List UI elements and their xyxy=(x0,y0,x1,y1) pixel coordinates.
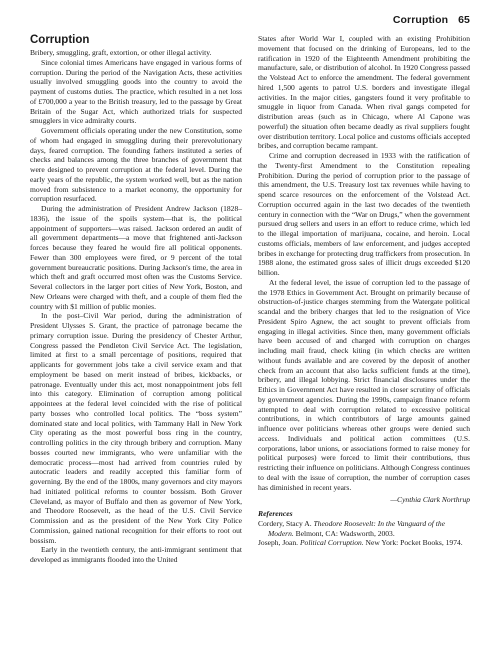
body-paragraph: Early in the twentieth century, the anti-immigrant sentiment that developed as immigrants flooded into the United xyxy=(30,545,242,564)
author-signature: —Cynthia Clark Northrup xyxy=(390,495,470,505)
body-paragraph: Crime and corruption decreased in 1933 with the ratification of the Twenty-first Amendment to the Constitution repealing Prohibition. During the period of corruption prior to the passage of this amendment, the U.S. Treasury lost tax revenues while having to spend scarce resources on the enforcement of the Volstead Act. Corruption occurred again in the last two decades of the twentieth century in connection with the “War on Drugs,” when the government pursued drug sellers and users in an effort to reduce crime, which led to the illegal importation of marijuana, cocaine, and heroin. Local customs officials, members of law enforcement, and judges accepted bribes in exchange for protecting drug traffickers from prosecution. In 1988 alone, the estimated gross sales of illicit drugs exceeded $120 billion. xyxy=(258,151,470,277)
references-heading: References xyxy=(258,509,293,518)
reference-publisher: Belmont, CA: Wadsworth, 2003. xyxy=(293,528,395,538)
reference-author: Joseph, Joan. xyxy=(258,538,300,548)
left-column xyxy=(30,34,242,565)
definition-paragraph: Bribery, smuggling, graft, extortion, or other illegal activity. xyxy=(30,48,212,57)
reference-item xyxy=(258,519,470,539)
body-paragraph: During the administration of President Andrew Jackson (1828–1836), the issue of the spoils system—that is, the political appointment of supporters—was raised. Jackson ordered an audit of all government departments—a move that frightened anti-Jackson forces because they feared he would fire all political opponents. Fewer than 300 employees were fired, or 9 percent of the total government bureaucratic positions. During Jackson's time, the area in which theft and graft occurred most often was the Customs Service. Several collectors in the larger port cities of New York, Boston, and New Orleans were charged with theft, and a couple of them fled the country with $1 million of public monies. xyxy=(30,204,242,311)
body-paragraph: States after World War I, coupled with an existing Prohibition movement that focused on the drinking of Europeans, led to the ratification in 1920 of the Eighteenth Amendment prohibiting the manufacture, sale, or distribution of alcohol. In 1920 Congress passed the Volstead Act to enforce the amendment. The federal government hired 1,500 agents to patrol U.S. borders and investigate illegal activities. In the major cities, gangsters found it very profitable to smuggle in liquor from Canada. When rival gangs competed for distribution areas (such as in Chicago, where Al Capone was powerful) the situation often became deadly as rival suppliers fought over distribution territory. Local police and customs officials accepted bribes, and corruption became rampant. xyxy=(258,34,470,151)
reference-author: Cordery, Stacy A. xyxy=(258,518,314,528)
entry-title: Corruption xyxy=(30,34,90,46)
body-paragraph: In the post–Civil War period, during the administration of President Ulysses S. Grant, the practice of patronage became the primary corruption issue. During the presidency of Chester Arthur, Congress passed the Pendleton Civil Service Act. The legislation, limited at first to a small percentage of positions, required that applicants for government jobs take a civil service exam and that employment be based on merit instead of bribes, kickbacks, or patronage. Eventually under this act, most nonappointment jobs fell into this category. Elimination of corruption among political appointees at the federal level coincided with the rise of political party bosses who controlled local politics. The “boss system” dominated state and local politics, with Tammany Hall in New York City operating as the most powerful boss ring in the country, controlling politics in the city through bribery and corruption. Many bosses courted new immigrants, who were unfamiliar with the democratic process—most had arrived from countries ruled by autocratic leaders and readily accepted this familiar form of governing. By the end of the 1800s, many governors and city mayors had initiated political reforms to counter bossism. Both Grover Cleveland, as mayor of Buffalo and then as governor of New York, and Theodore Roosevelt, as the head of the U.S. Civil Service Commission and as the president of the New York City Police Commission, gained national recognition for their efforts to root out bossism. xyxy=(30,311,242,545)
reference-item xyxy=(258,538,470,548)
reference-publisher: New York: Pocket Books, 1974. xyxy=(363,538,463,548)
body-paragraph: Since colonial times Americans have engaged in various forms of corruption. During the period of the Navigation Acts, these activities usually involved smuggling goods into the country to avoid the payment of customs duties. The practice, which resulted in a net loss of £700,000 a year to the British treasury, led to the passage by Great Britain of the Sugar Act, which authorized trials for suspected smugglers in vice admiralty courts. xyxy=(30,57,242,126)
right-column xyxy=(258,34,470,548)
page-number: 65 xyxy=(458,14,470,26)
running-head-title: Corruption xyxy=(392,14,449,26)
reference-title: Theodore Roosevelt: In the Vanguard of the Modern. xyxy=(268,518,445,538)
body-paragraph: At the federal level, the issue of corruption led to the passage of the 1978 Ethics in Government Act. Brought on primarily because of obstruction-of-justice charges stemming from the Watergate political scandal and the bribery charges that led to the resignation of Vice President Spiro Agnew, the act sought to prevent officials from engaging in illegal activities. Since then, many government officials have been accused of and charged with corruption on charges including mail fraud, check kiting (in which checks are written without funds available and are covered by the deposit of another check from an account that also lacks sufficient funds at the time), bribery, and illegal lobbying. Strict financial disclosures under the Ethics in Government Act have resulted in closer scrutiny of officials by government agencies. During the 1990s, campaign finance reform attempted to deal with corruption related to excessive political contributions, in which contributors of large amounts gained influence over politicians whereas other groups were denied such access. Individuals and political action committees (U.S. corporations, labor unions, or associations formed to raise money for political purposes) were forced to limit their contributions, thus restricting their influence on politicians. Although Congress continues to deal with the issue of corruption, the number of corruption cases has diminished in recent years. xyxy=(258,277,470,492)
running-head xyxy=(393,14,470,26)
reference-title: Political Corruption. xyxy=(299,538,364,548)
body-paragraph: Government officials operating under the new Constitution, some of whom had engaged in smuggling during their prerevolutionary days, feared corruption. The founding fathers instituted a series of checks and balances among the three branches of government that were designed to prevent corruption at the federal level. During the early years of the republic, the system worked well, but as the nation moved from subsistence to a market economy, the opportunity for corruption resurfaced. xyxy=(30,126,242,204)
